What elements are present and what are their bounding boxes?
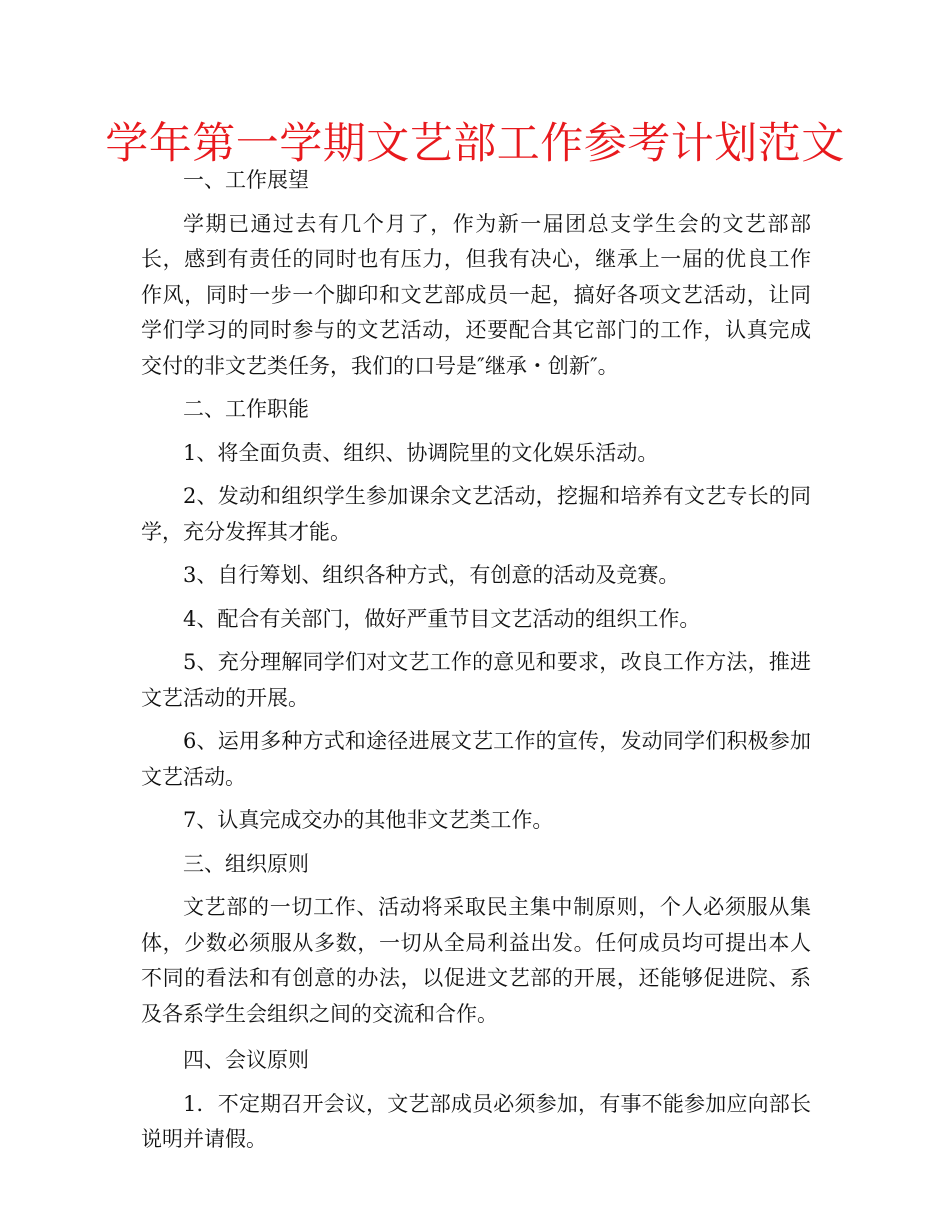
function-item-6: 6、运用多种方式和途径进展文艺工作的宣传，发动同学们积极参加文艺活动。: [141, 729, 811, 789]
function-item-5: 5、充分理解同学们对文艺工作的意见和要求，改良工作方法，推进文艺活动的开展。: [141, 650, 811, 710]
paragraph-outlook: 学期已通过去有几个月了，作为新一届团总支学生会的文艺部部长，感到有责任的同时也有压力，但我有决心，继承上一届的优良工作作风，同时一步一个脚印和文艺部成员一起，搞好各项文艺活动，让同学们学习的同时参与的文艺活动，还要配合其它部门的工作，认真完成交付的非文艺类任务，我们的口号是″继承・创新″。: [141, 211, 811, 378]
function-item-2: 2、发动和组织学生参加课余文艺活动，挖掘和培养有文艺专长的同学，充分发挥其才能。: [141, 484, 811, 544]
document-body: [141, 163, 811, 1158]
function-item-1: 1、将全面负责、组织、协调院里的文化娱乐活动。: [183, 440, 659, 465]
function-item-4: 4、配合有关部门，做好严重节目文艺活动的组织工作。: [183, 606, 701, 631]
section-heading-outlook: 一、工作展望: [183, 168, 309, 192]
section-heading-principles: 三、组织原则: [183, 851, 309, 876]
section-heading-meetings: 四、会议原则: [183, 1048, 309, 1072]
section-heading-functions: 二、工作职能: [183, 397, 309, 421]
paragraph-principles: 文艺部的一切工作、活动将采取民主集中制原则，个人必须服从集体，少数必须服从多数，一切从全局利益出发。任何成员均可提出本人不同的看法和有创意的办法，以促进文艺部的开展，还能够促进院、系及各系学生会组织之间的交流和合作。: [141, 895, 811, 1026]
document-title: 学年第一学期文艺部工作参考计划范文: [105, 119, 845, 169]
function-item-3: 3、自行筹划、组织各种方式，有创意的活动及竞赛。: [183, 563, 680, 587]
meeting-item-1: 1．不定期召开会议，文艺部成员必须参加，有事不能参加应向部长说明并请假。: [141, 1091, 811, 1151]
function-item-7: 7、认真完成交办的其他非文艺类工作。: [183, 808, 554, 832]
